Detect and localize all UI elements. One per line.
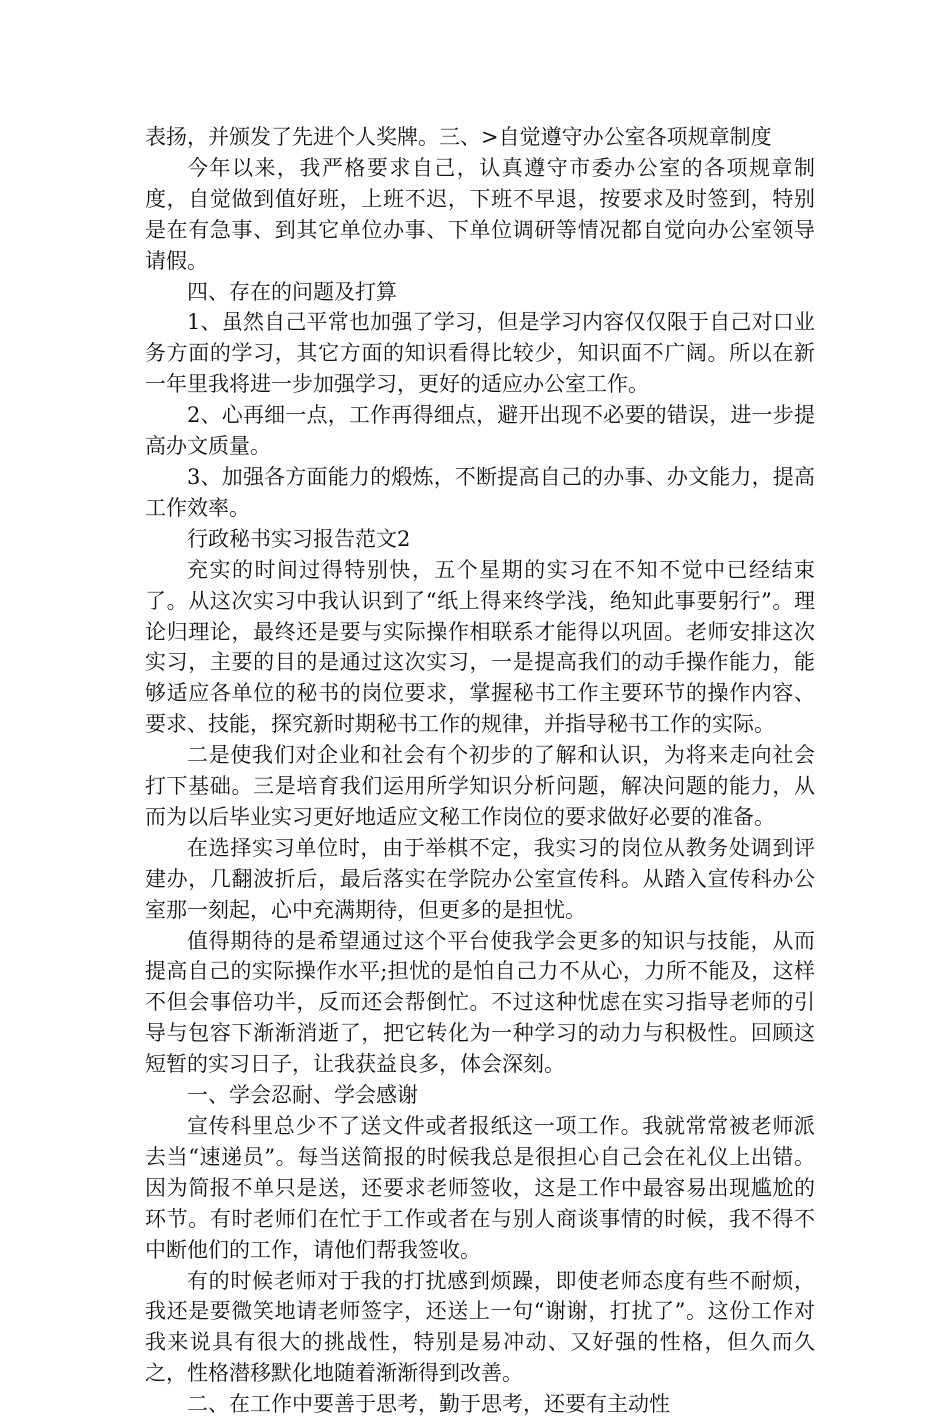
paragraph: 3、加强各方面能力的煅炼，不断提高自己的办事、办文能力，提高工作效率。 bbox=[145, 464, 815, 520]
section-heading: 一、学会忍耐、学会感谢 bbox=[187, 1083, 418, 1108]
paragraph: 2、心再细一点，工作再得细点，避开出现不必要的错误，进一步提高办文质量。 bbox=[145, 403, 815, 459]
paragraph: 有的时候老师对于我的打扰感到烦躁，即使老师态度有些不耐烦，我还是要微笑地请老师签字，还送上一句“谢谢，打扰了”。这份工作对我来说具有很大的挑战性，特别是易冲动、又好强的性格，但久而久之，性格潜移默化地随着渐渐得到改善。 bbox=[145, 1268, 815, 1386]
document-body bbox=[145, 122, 815, 1420]
paragraph: 表扬，并颁发了先进个人奖牌。三、>自觉遵守办公室各项规章制度 bbox=[145, 125, 772, 149]
section-heading: 四、存在的问题及打算 bbox=[187, 279, 397, 304]
paragraph: 宣传科里总少不了送文件或者报纸这一项工作。我就常常被老师派去当“速递员”。每当送简报的时候我总是很担心自己会在礼仪上出错。因为简报不单只是送，还要求老师签收，这是工作中最容易出现尴尬的环节。有时老师们在忙于工作或者在与别人商谈事情的时候，我不得不中断他们的工作，请他们帮我签收。 bbox=[145, 1114, 815, 1262]
paragraph: 值得期待的是希望通过这个平台使我学会更多的知识与技能，从而提高自己的实际操作水平;担忧的是怕自己力不从心，力所不能及，这样不但会事倍功半，反而还会帮倒忙。不过这种忧虑在实习指导老师的引导与包容下渐渐消逝了，把它转化为一种学习的动力与积极性。回顾这短暂的实习日子，让我获益良多，体会深刻。 bbox=[145, 928, 815, 1077]
paragraph: 1、虽然自己平常也加强了学习，但是学习内容仅仅限于自己对口业务方面的学习，其它方面的知识看得比较少，知识面不广阔。所以在新一年里我将进一步加强学习，更好的适应办公室工作。 bbox=[145, 310, 815, 397]
section-heading: 二、在工作中要善于思考，勤于思考，还要有主动性 bbox=[187, 1392, 670, 1417]
paragraph: 二是使我们对企业和社会有个初步的了解和认识，为将来走向社会打下基础。三是培育我们运用所学知识分析问题，解决问题的能力，从而为以后毕业实习更好地适应文秘工作岗位的要求做好必要的准备。 bbox=[145, 743, 815, 829]
paragraph: 今年以来，我严格要求自己，认真遵守市委办公室的各项规章制度，自觉做到值好班，上班不迟，下班不早退，按要求及时签到，特别是在有急事、到其它单位办事、下单位调研等情况都自觉向办公室领导请假。 bbox=[145, 155, 815, 273]
document-subtitle: 行政秘书实习报告范文2 bbox=[187, 526, 411, 551]
paragraph: 在选择实习单位时，由于举棋不定，我实习的岗位从教务处调到评建办，几翻波折后，最后落实在学院办公室宣传科。从踏入宣传科办公室那一刻起，心中充满期待，但更多的是担忧。 bbox=[145, 835, 815, 922]
paragraph: 充实的时间过得特别快，五个星期的实习在不知不觉中已经结束了。从这次实习中我认识到了“纸上得来终学浅，绝知此事要躬行”。理论归理论，最终还是要与实际操作相联系才能得以巩固。老师安排这次实习，主要的目的是通过这次实习，一是提高我们的动手操作能力，能够适应各单位的秘书的岗位要求，掌握秘书工作主要环节的操作内容、要求、技能，探究新时期秘书工作的规律，并指导秘书工作的实际。 bbox=[145, 557, 815, 737]
